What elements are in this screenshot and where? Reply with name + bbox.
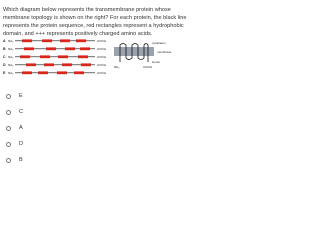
membrane-topology xyxy=(114,41,172,69)
radio-button[interactable] xyxy=(6,94,11,99)
row-c-terminus: COOH xyxy=(97,55,106,59)
radio-button[interactable] xyxy=(6,126,11,131)
hydrophobic-domain xyxy=(42,39,52,42)
hydrophobic-domain xyxy=(44,63,54,66)
hydrophobic-domain xyxy=(58,55,68,58)
hydrophobic-domain xyxy=(26,63,36,66)
option-label: E xyxy=(19,93,23,99)
option-d[interactable] xyxy=(6,136,126,152)
row-n-terminus: NH₂ xyxy=(8,71,14,75)
hydrophobic-domain xyxy=(20,55,30,58)
row-c-terminus: COOH xyxy=(97,71,106,75)
hydrophobic-domain xyxy=(81,63,91,66)
diagram-row-a xyxy=(3,39,106,43)
option-label: A xyxy=(19,125,23,131)
diagram-row-e xyxy=(3,71,106,75)
option-b[interactable] xyxy=(6,152,126,168)
row-n-terminus: NH₂ xyxy=(8,47,14,51)
hydrophobic-domain xyxy=(62,63,72,66)
hydrophobic-domain xyxy=(22,71,32,74)
option-label: B xyxy=(19,157,23,163)
option-label: D xyxy=(19,141,24,147)
row-c-terminus: COOH xyxy=(97,63,106,67)
row-letter: C xyxy=(3,55,6,59)
option-label: C xyxy=(19,109,24,115)
answer-options xyxy=(6,88,126,168)
hydrophobic-domain xyxy=(65,47,75,50)
cytoplasm-label: cytoplasm xyxy=(152,41,166,45)
hydrophobic-domain xyxy=(78,55,88,58)
hydrophobic-domain xyxy=(22,39,32,42)
hydrophobic-domain xyxy=(24,47,34,50)
row-n-terminus: NH₂ xyxy=(8,63,14,67)
option-e[interactable] xyxy=(6,88,126,104)
membrane-label: membrane xyxy=(157,50,172,54)
hydrophobic-domain xyxy=(76,39,86,42)
hydrophobic-domain xyxy=(60,39,70,42)
hydrophobic-domain xyxy=(38,71,48,74)
hydrophobic-domain xyxy=(40,55,50,58)
lumen-label: lumen xyxy=(152,60,161,64)
question-text: Which diagram below represents the transmembrane protein whose membrane topology is shown on the right? For each protein, the black line represents the protein sequence, red rectangles represent a hydrophobic domain, and +++ represents positively charged amino acids. xyxy=(3,7,187,37)
row-letter: B xyxy=(3,47,6,51)
option-c[interactable] xyxy=(6,104,126,120)
topology-diagram xyxy=(2,36,198,86)
hydrophobic-domain xyxy=(57,71,67,74)
row-n-terminus: NH₂ xyxy=(8,39,14,43)
row-n-terminus: NH₂ xyxy=(8,55,14,59)
row-letter: D xyxy=(3,63,6,67)
topology-c-terminus: COOH xyxy=(143,65,152,69)
diagram-row-b xyxy=(3,47,106,51)
hydrophobic-domain xyxy=(80,47,90,50)
diagram-row-c xyxy=(3,55,106,59)
row-letter: E xyxy=(3,71,6,75)
topology-n-terminus: NH₂ xyxy=(114,65,120,69)
radio-button[interactable] xyxy=(6,142,11,147)
radio-button[interactable] xyxy=(6,158,11,163)
diagram-row-d xyxy=(3,63,106,67)
option-a[interactable] xyxy=(6,120,126,136)
row-letter: A xyxy=(3,39,6,43)
hydrophobic-domain xyxy=(74,71,84,74)
row-c-terminus: COOH xyxy=(97,39,106,43)
hydrophobic-domain xyxy=(46,47,56,50)
radio-button[interactable] xyxy=(6,110,11,115)
row-c-terminus: COOH xyxy=(97,47,106,51)
